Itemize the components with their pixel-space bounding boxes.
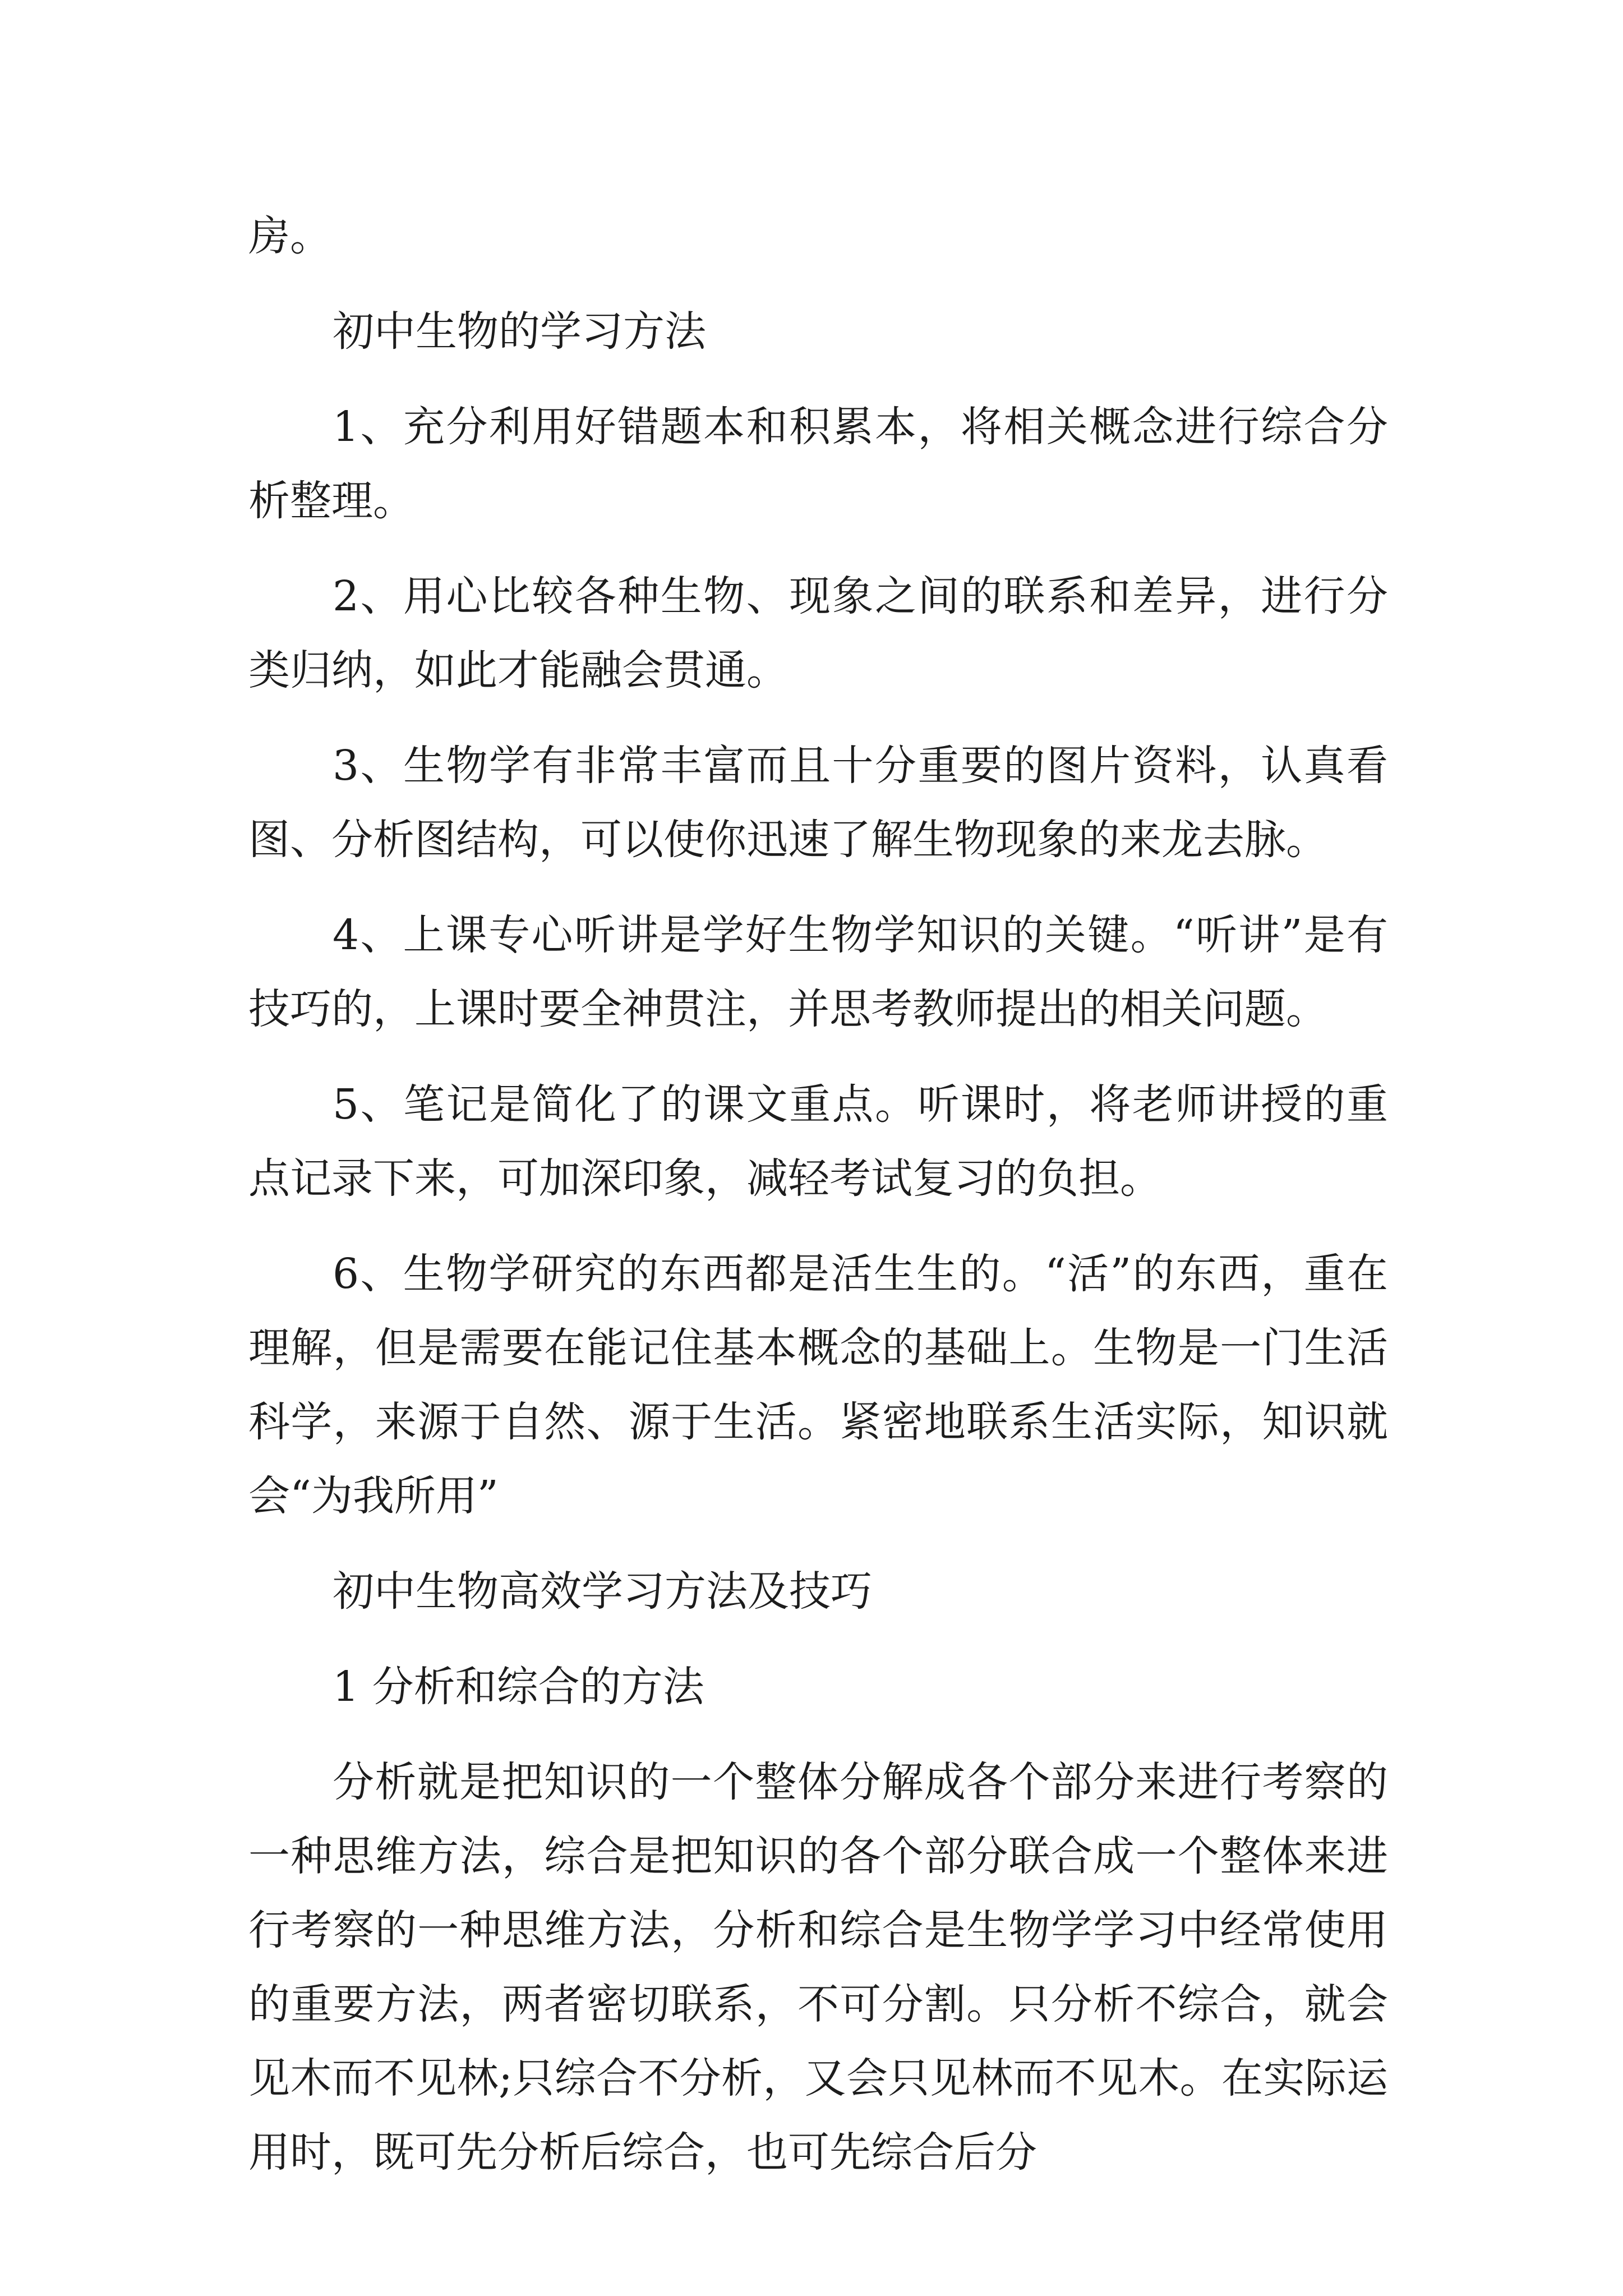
list-item-6: 6、生物学研究的东西都是活生生的。“活”的东西，重在理解，但是需要在能记住基本概念的基础上。生物是一门生活科学，来源于自然、源于生活。紧密地联系生活实际，知识就会“为我所用” xyxy=(248,1250,1388,1520)
section-heading-study-methods: 初中生物的学习方法 xyxy=(333,307,706,356)
paragraph-continuation: 房。 xyxy=(248,212,331,260)
body-paragraph-analysis: 分析就是把知识的一个整体分解成各个部分来进行考察的一种思维方法，综合是把知识的各个部分联合成一个整体来进行考察的一种思维方法，分析和综合是生物学学习中经常使用的重要方法，两者密切联系，不可分割。只分析不综合，就会见木而不见林;只综合不分析，又会只见林而不见木。在实际运用时，既可先分析后综合，也可先综合后分 xyxy=(248,1758,1388,2177)
subheading-analysis-synthesis: 1 分析和综合的方法 xyxy=(333,1663,704,1711)
list-item-5: 5、笔记是简化了的课文重点。听课时，将老师讲授的重点记录下来，可加深印象，减轻考试复习的负担。 xyxy=(248,1080,1388,1203)
list-item-2: 2、用心比较各种生物、现象之间的联系和差异，进行分类归纳，如此才能融会贯通。 xyxy=(248,572,1388,694)
list-item-1: 1、充分利用好错题本和积累本，将相关概念进行综合分析整理。 xyxy=(248,403,1388,525)
list-item-3: 3、生物学有非常丰富而且十分重要的图片资料，认真看图、分析图结构，可以使你迅速了解生物现象的来龙去脉。 xyxy=(248,742,1388,864)
list-item-4: 4、上课专心听讲是学好生物学知识的关键。“听讲”是有技巧的，上课时要全神贯注，并思考教师提出的相关问题。 xyxy=(248,911,1388,1033)
document-body xyxy=(248,199,1388,2189)
section-heading-efficient-methods: 初中生物高效学习方法及技巧 xyxy=(333,1567,872,1616)
